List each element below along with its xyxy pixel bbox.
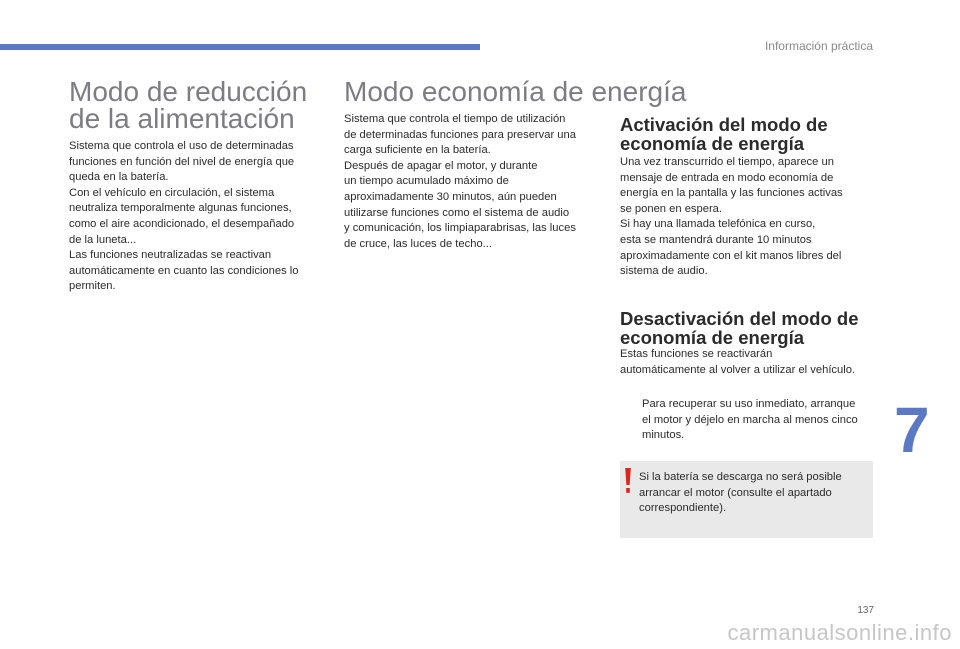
deactivation-body: Estas funciones se reactivarán automáticamente al volver a utilizar el vehículo.: [620, 348, 856, 376]
watermark: carmanualsonline.info: [727, 620, 952, 645]
section-header: Información práctica: [764, 39, 873, 53]
activation-body: Una vez transcurrido el tiempo, aparece un mensaje de entrada en modo economía de energía en la pantalla y las funciones activas se ponen en espera. Si hay una llamada telefónica en curso, esta se mantendrá durante 10 minutos aproximadamente con el kit manos libres del sistema de audio.: [620, 156, 843, 278]
reduction-mode-title: Modo de reducción de la alimentación: [69, 76, 308, 134]
deactivation-bullet: [620, 397, 880, 444]
reduction-mode-body: Sistema que controla el uso de determinadas funciones en función del nivel de energía que queda en la batería. Con el vehículo en circulación, el sistema neutraliza temporalmente algunas funciones, como el aire acondicionado, el desempañado de la luneta... Las funciones neutralizadas se reactivan automáticamente en cuanto las condiciones lo permiten.: [69, 140, 299, 293]
bullet-text: Para recuperar su uso inmediato, arranque el motor y déjelo en marcha al menos cinco minutos.: [642, 398, 858, 442]
page-number: 137: [857, 605, 874, 616]
chapter-number: 7: [894, 394, 930, 466]
economy-mode-body: Sistema que controla el tiempo de utilización de determinadas funciones para preservar una carga suficiente en la batería. Después de apagar el motor, y durante un tiempo acumulado máximo de aproximadamente 30 minutos, aún pueden utilizarse funciones como el sistema de audio y comunicación, los limpiaparabrisas, las luces de cruce, las luces de techo...: [344, 113, 576, 250]
exclamation-icon: [624, 468, 632, 494]
economy-mode-title: Modo economía de energía: [344, 76, 687, 107]
warning-text: Si la batería se descarga no será posible arrancar el motor (consulte el apartado correspondiente).: [639, 471, 842, 515]
warning-box: [620, 461, 873, 538]
deactivation-title: Desactivación del modo de economía de energía: [620, 308, 859, 348]
header-accent-bar: [0, 44, 480, 50]
activation-title: Activación del modo de economía de energía: [620, 114, 828, 154]
